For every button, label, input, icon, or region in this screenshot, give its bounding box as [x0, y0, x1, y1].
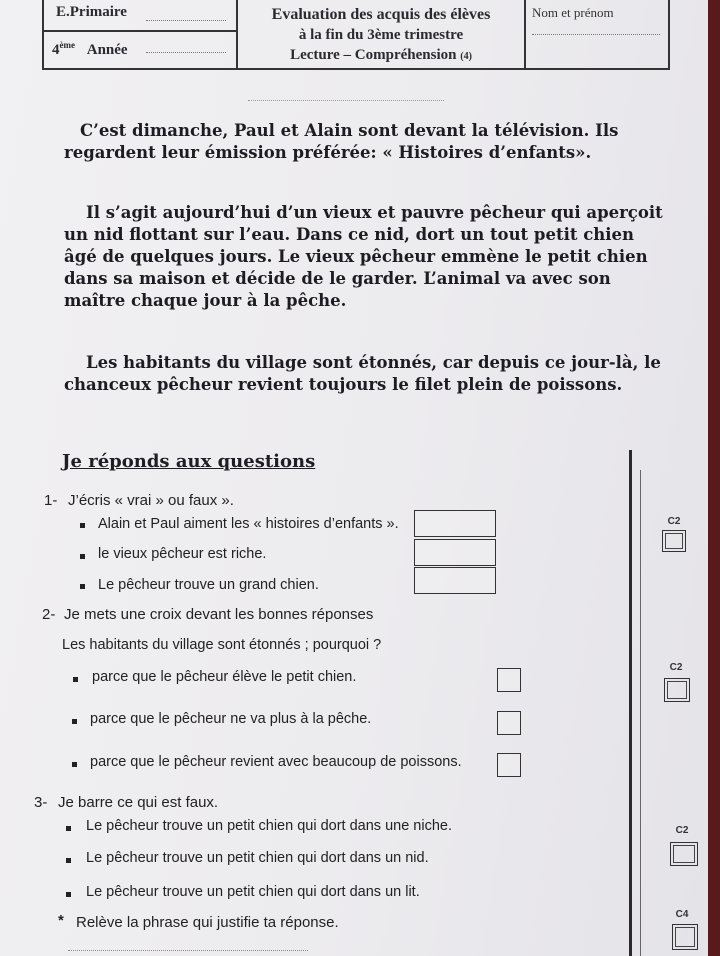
bullet — [66, 826, 71, 831]
school-cell — [44, 0, 238, 32]
q2-text: Je mets une croix devant les bonnes réponses — [64, 606, 374, 623]
q2-item-1: parce que le pêcheur élève le petit chien. — [92, 669, 357, 685]
q1-item-2: le vieux pêcheur est riche. — [98, 546, 267, 562]
evaluation-cell — [238, 0, 526, 68]
criterion-box-2[interactable] — [664, 678, 690, 702]
q3-item-1: Le pêcheur trouve un petit chien qui dort dans une niche. — [86, 818, 452, 834]
grade-dots — [146, 52, 226, 53]
q1-answer-box-3[interactable] — [414, 567, 496, 594]
eval-line-1: Evaluation des acquis des élèves — [271, 6, 491, 23]
passage-paragraph-3 — [64, 352, 664, 396]
grade-suffix: ème — [59, 40, 75, 50]
paragraph-3-text: Les habitants du village sont étonnés, car depuis ce jour-là, le chanceux pêcheur revient toujours le filet plein de poissons. — [64, 353, 661, 394]
passage-paragraph-1 — [64, 120, 664, 164]
bullet — [66, 858, 71, 863]
grade-cell — [44, 32, 238, 68]
name-label: Nom et prénom — [532, 5, 614, 20]
q2-number: 2- — [42, 606, 56, 623]
q2-prompt: Les habitants du village sont étonnés ; pourquoi ? — [62, 637, 382, 653]
eval-subject: Lecture – Compréhension — [290, 47, 457, 63]
criterion-label-1: C2 — [667, 516, 681, 527]
bullet — [80, 584, 85, 589]
bullet — [73, 677, 78, 682]
eval-line-2: à la fin du 3ème trimestre — [298, 27, 464, 43]
q3-item-2: Le pêcheur trouve un petit chien qui dort dans un nid. — [86, 850, 429, 866]
school-label: E.Primaire — [56, 4, 127, 20]
margin-line — [629, 450, 632, 956]
q1-answer-box-2[interactable] — [414, 539, 496, 566]
margin-line-thin — [640, 470, 641, 956]
q3-text: Je barre ce qui est faux. — [58, 794, 219, 811]
bullet — [72, 719, 77, 724]
paragraph-2-text: Il s’agit aujourd’hui d’un vieux et pauvre pêcheur qui aperçoit un nid flottant sur l’eau. Dans ce nid, dort un tout petit chien âgé de quelques jours. Le vieux pêcheur emmène le petit chien dans sa maison et décide de le garder. L’animal va avec son maître chaque jour à la pêche. — [64, 203, 663, 310]
answer-dotted-line — [68, 950, 308, 951]
school-dots — [146, 20, 226, 21]
q2-checkbox-3[interactable] — [497, 753, 521, 777]
grade-label — [52, 40, 128, 59]
criterion-label-2: C2 — [669, 662, 683, 673]
q3-item-3: Le pêcheur trouve un petit chien qui dort dans un lit. — [86, 884, 420, 900]
q4-text: Relève la phrase qui justifie ta réponse. — [76, 914, 339, 931]
q1-text: J’écris « vrai » ou faux ». — [68, 492, 234, 509]
paragraph-1-text: C’est dimanche, Paul et Alain sont devant la télévision. Ils regardent leur émission préférée: « Histoires d’enfants». — [64, 121, 619, 162]
criterion-label-4: C4 — [675, 909, 689, 920]
q1-number: 1- — [44, 492, 58, 509]
passage-paragraph-2 — [64, 202, 664, 312]
q2-item-2: parce que le pêcheur ne va plus à la pêche. — [90, 711, 372, 727]
bullet — [72, 762, 77, 767]
bullet — [80, 523, 85, 528]
q4-star: * — [58, 912, 64, 929]
q1-answer-box-1[interactable] — [414, 510, 496, 537]
criterion-box-4[interactable] — [672, 924, 698, 950]
criterion-box-1[interactable] — [662, 530, 686, 552]
criterion-box-3[interactable] — [670, 842, 698, 866]
q2-checkbox-2[interactable] — [497, 711, 521, 735]
criterion-label-3: C2 — [675, 825, 689, 836]
name-cell — [526, 0, 668, 68]
q1-item-3: Le pêcheur trouve un grand chien. — [98, 577, 319, 593]
q3-number: 3- — [34, 794, 48, 811]
header-table — [42, 0, 670, 70]
eval-number: (4) — [460, 51, 472, 62]
q2-checkbox-1[interactable] — [497, 668, 521, 692]
eval-line-3 — [238, 45, 524, 67]
separator-line — [248, 100, 444, 101]
bullet — [80, 554, 85, 559]
name-dots — [532, 34, 660, 35]
bullet — [66, 892, 71, 897]
questions-title: Je réponds aux questions — [62, 451, 316, 472]
grade-number: 4 — [52, 42, 60, 58]
q1-item-1: Alain et Paul aiment les « histoires d’enfants ». — [98, 516, 399, 532]
grade-year: Année — [86, 42, 128, 58]
q2-item-3: parce que le pêcheur revient avec beaucoup de poissons. — [90, 754, 462, 770]
